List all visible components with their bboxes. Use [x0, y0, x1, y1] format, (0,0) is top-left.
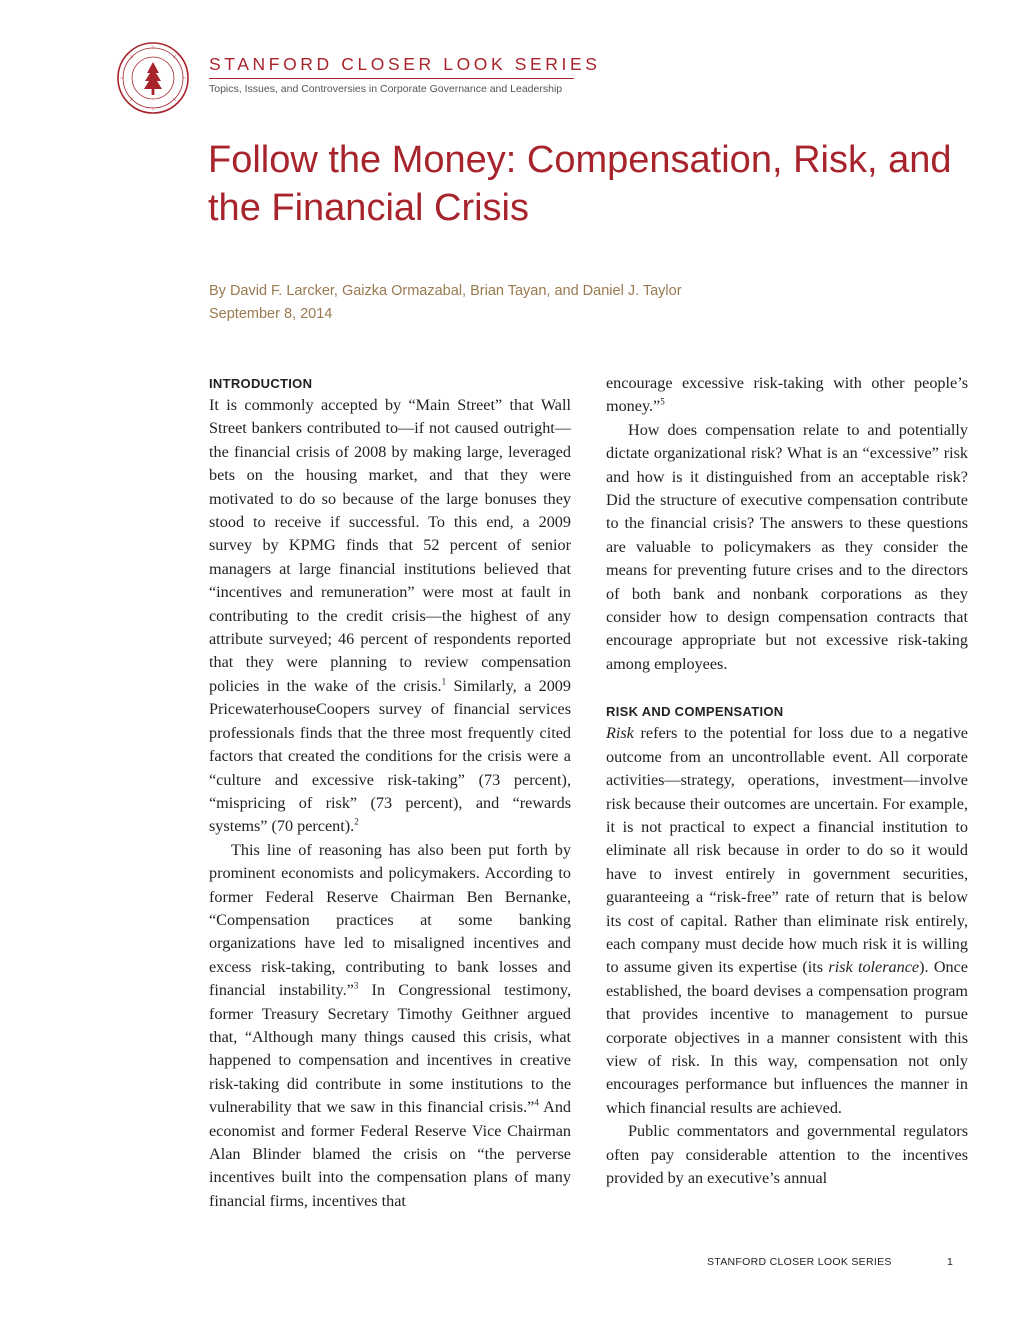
paragraph: encourage excessive risk-taking with other people’s money.”$^5$: [606, 374, 968, 416]
paragraph: This line of reasoning has also been put forth by prominent economists and policymakers. According to former Federal Reserve Chairman Ben Bernanke, “Compensation practices at some banking organizations have led to misaligned incentives and excess risk-taking, contributing to bank losses and financial instability.”$^3$ In Congressional testimony, former Treasury Secretary Timothy Geithner argued that, “Although many things caused this crisis, what happened to compensation and incentives in creative risk-taking did contribute in some institutions to the vulnerability that we saw in this financial crisis.”$^4$ And economist and former Federal Reserve Vice Chairman Alan Blinder blamed the crisis on “the perverse incentives built into the compensation plans of many financial firms, incentives that: [209, 840, 572, 1210]
term-risk: Risk: [606, 724, 634, 743]
series-subtitle: Topics, Issues, and Controversies in Corporate Governance and Leadership: [209, 83, 563, 95]
stanford-seal-icon: [117, 42, 189, 114]
publication-date: September 8, 2014: [209, 306, 333, 322]
paragraph: It is commonly accepted by “Main Street” that Wall Street bankers contributed to—if not caused outright—the financial crisis of 2008 by making large, leveraged bets on the housing market, and that they were motivated to do so because of the large bonuses they stood to receive if successful. To this end, a 2009 survey by KPMG finds that 52 percent of senior managers at large financial institutions believed that “incentives and remuneration” were most at fault in contributing to the credit crisis—the highest of any attribute surveyed; 46 percent of respondents reported that they were planning to review compensation policies in the wake of the crisis.$^1$ Similarly, a 2009 PricewaterhouseCoopers survey of financial services professionals finds that the three most frequently cited factors that created the conditions for the crisis were a “culture and excessive risk-taking” (73 percent), “mispricing of risk” (73 percent), and “rewards systems” (70 percent).$^2$: [209, 396, 571, 836]
series-title: STANFORD CLOSER LOOK SERIES: [209, 54, 601, 74]
section-heading-introduction: INTRODUCTION: [209, 376, 313, 391]
footnote-marker: 2: [354, 816, 359, 827]
footer-series-label: STANFORD CLOSER LOOK SERIES: [707, 1256, 892, 1268]
section-heading-risk-and-compensation: RISK AND COMPENSATION: [606, 704, 784, 720]
right-column: [606, 372, 968, 1190]
byline: [209, 280, 682, 326]
footnote-marker: 1: [441, 676, 447, 687]
left-column: [209, 372, 571, 1213]
footnote-marker: 3: [353, 980, 359, 991]
series-divider: [209, 78, 574, 79]
article-title: Follow the Money: Compensation, Risk, and the Financial Crisis: [208, 139, 952, 229]
page-number: 1: [947, 1256, 953, 1268]
footnote-marker: 4: [534, 1097, 539, 1108]
paragraph: Risk refers to the potential for loss due to a negative outcome from an uncontrollable event. All corporate activities—strategy, operations, investment—involve risk because their outcomes are uncertain. For example, it is not practical to expect a financial institution to eliminate all risk because in order to do so it would have to invest entirely in government securities, guaranteeing a “risk-free” rate of return that is below its cost of capital. Rather than eliminate risk entirely, each company must decide how much risk it is willing to assume given its expertise (its risk tolerance). Once established, the board devises a compensation program that provides incentive to management to pursue corporate objectives in a manner consistent with this view of risk. In this way, compensation not only encourages performance but influences the manner in which financial results are achieved.: [606, 724, 968, 1117]
term-risk-tolerance: risk tolerance: [828, 958, 920, 977]
paragraph: Public commentators and governmental regulators often pay considerable attention to the incentives provided by an executive’s annual: [606, 1122, 968, 1187]
footnote-marker: 5: [660, 397, 665, 408]
authors: By David F. Larcker, Gaizka Ormazabal, Brian Tayan, and Daniel J. Taylor: [209, 283, 682, 299]
paragraph: How does compensation relate to and potentially dictate organizational risk? What is an “excessive” risk and how is it distinguished from an acceptable risk? Did the structure of executive compensation contribute to the financial crisis? The answers to these questions are valuable to policymakers as they consider the means for preventing future crises and to the directors of both bank and nonbank corporations as they consider how to design compensation contracts that encourage appropriate but not excessive risk-taking among employees.: [606, 420, 968, 673]
